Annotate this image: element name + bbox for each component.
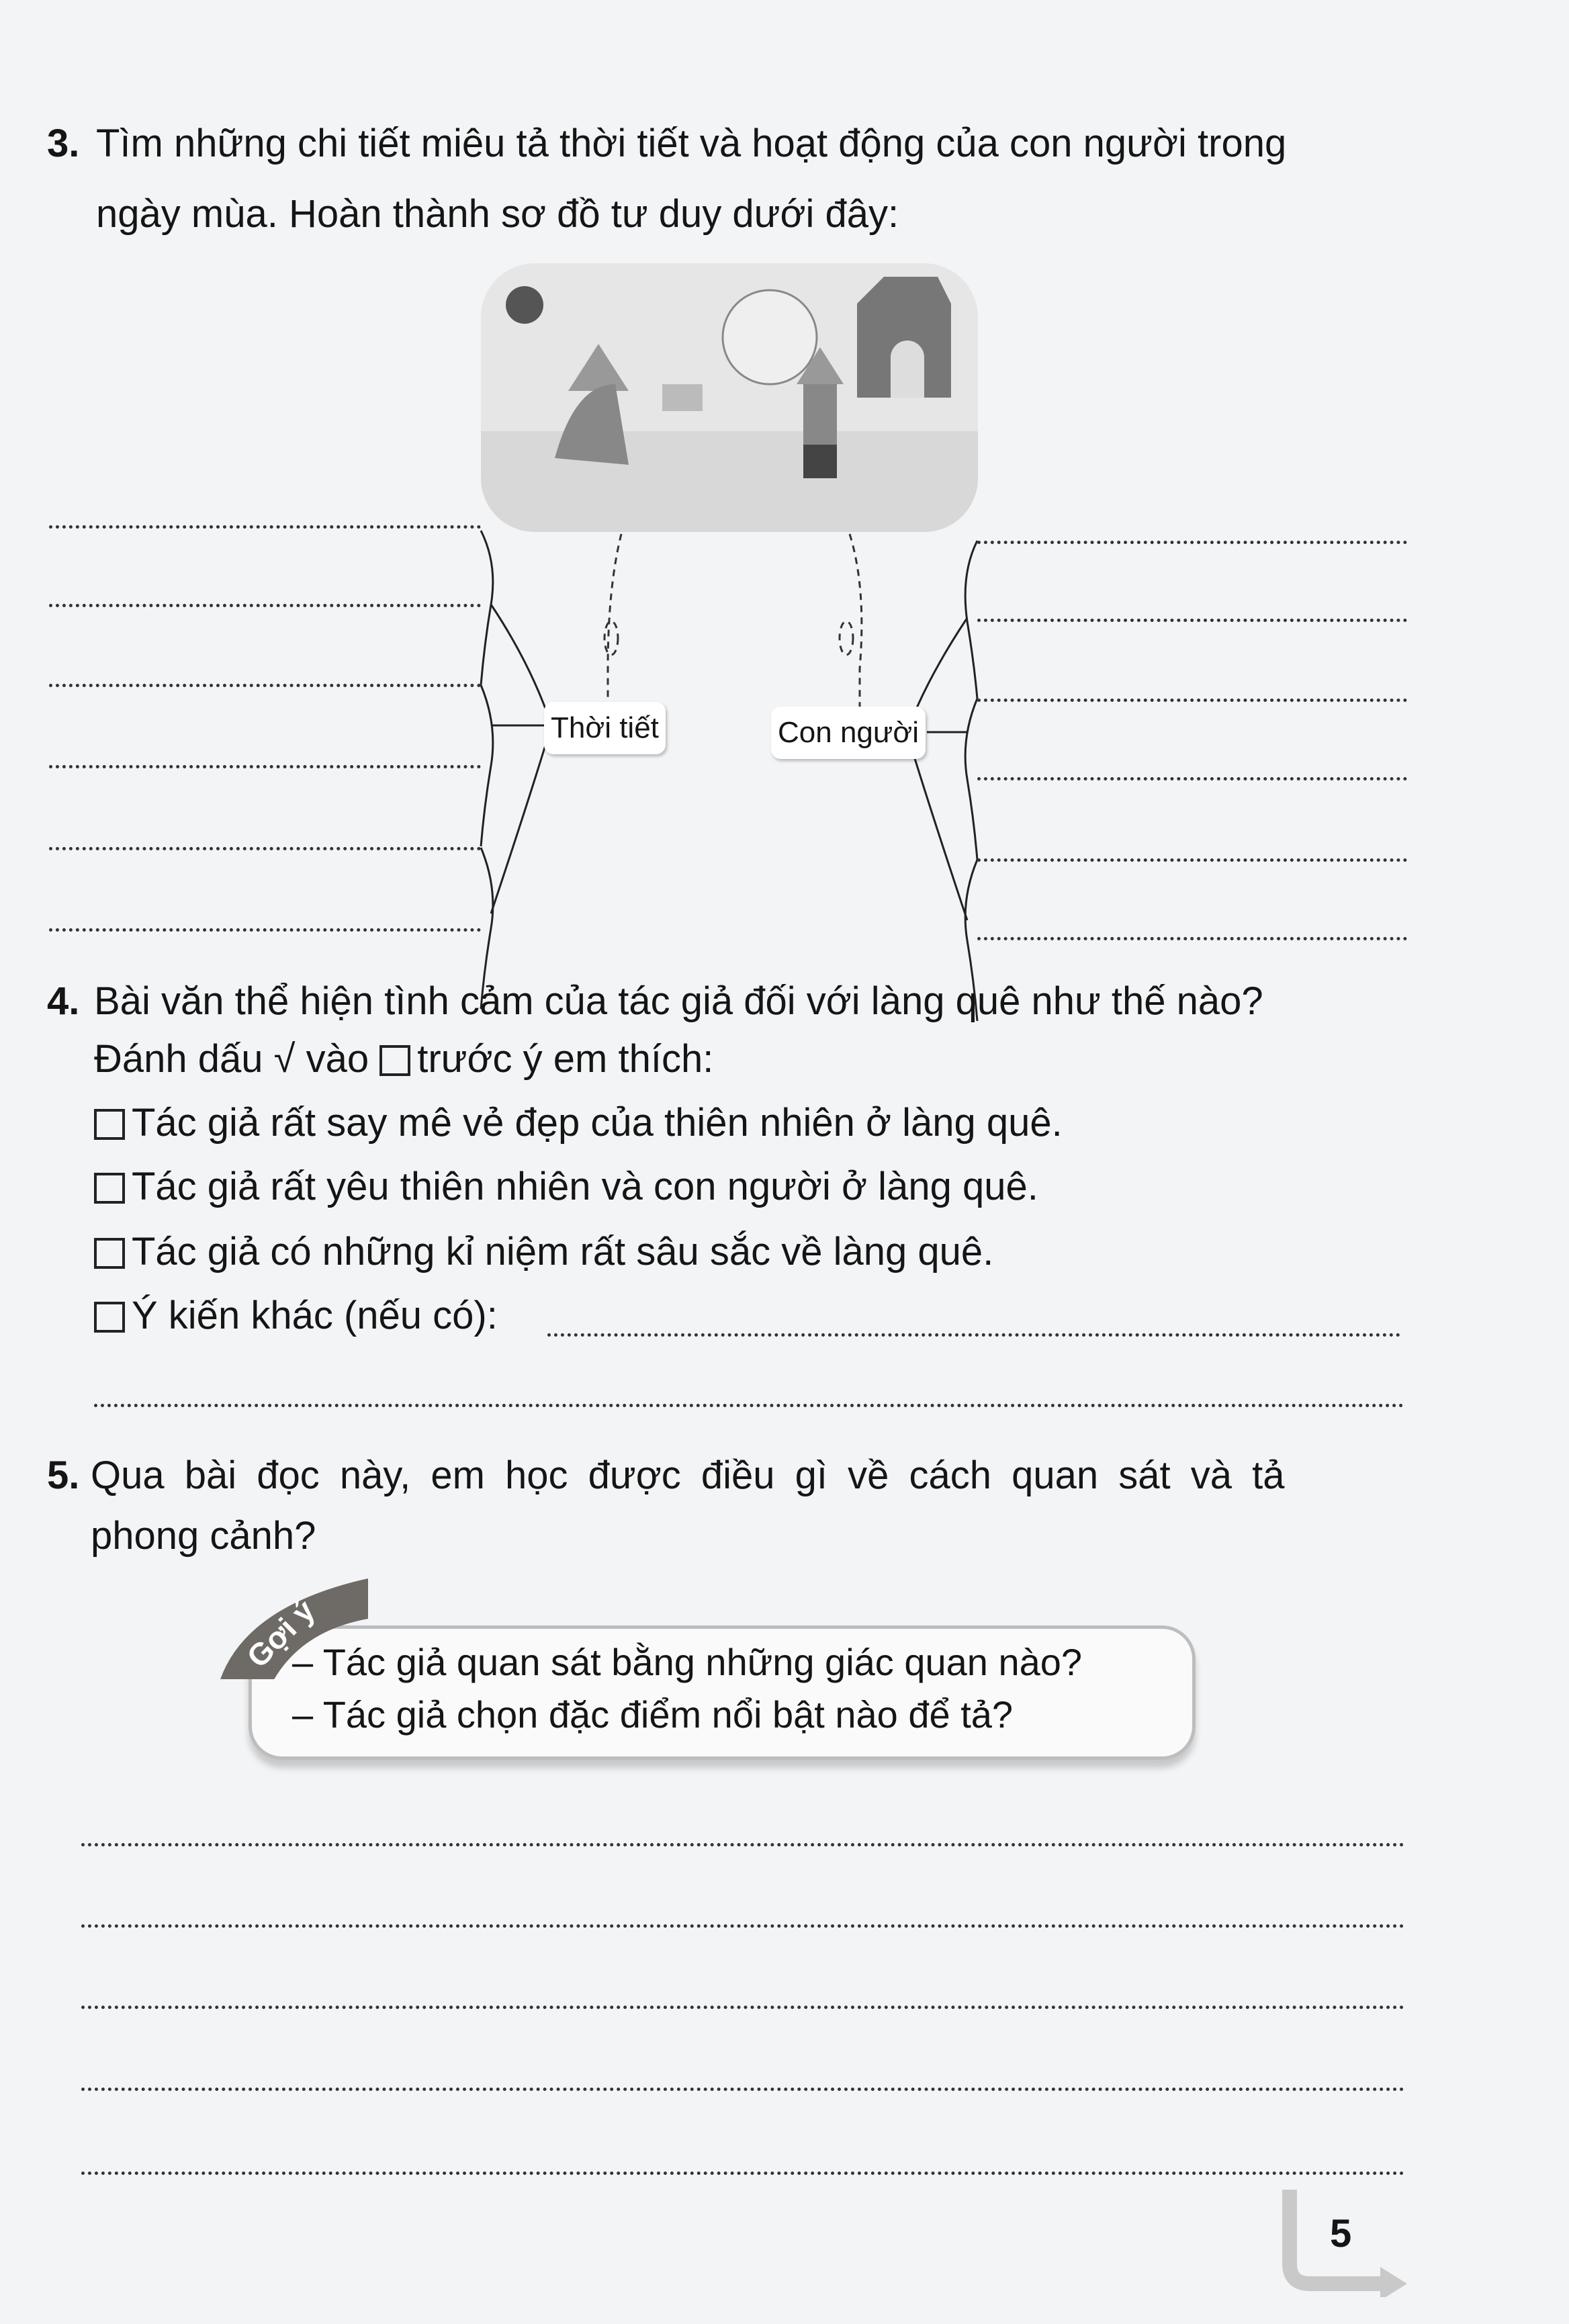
answer-line[interactable] <box>977 858 1407 862</box>
answer-line[interactable] <box>49 765 481 768</box>
instruction-part-1: Đánh dấu √ vào <box>94 1037 369 1081</box>
answer-line[interactable] <box>94 1404 1404 1407</box>
instruction-part-2: trước ý em thích: <box>417 1037 714 1081</box>
option-1[interactable] <box>94 1101 1063 1145</box>
answer-line[interactable] <box>977 619 1407 622</box>
question-3-text: Tìm những chi tiết miêu tả thời tiết và hoạt động của con người trong <box>96 122 1287 165</box>
question-4-number: 4. <box>47 979 80 1023</box>
answer-line[interactable] <box>81 1843 1404 1846</box>
question-5-text-2: phong cảnh? <box>91 1514 316 1558</box>
answer-line[interactable] <box>49 928 481 932</box>
hint-line-1: – Tác giả quan sát bằng những giác quan nào? <box>292 1641 1083 1683</box>
question-5-text: Qua bài đọc này, em học được điều gì về cách quan sát và tả <box>91 1454 1285 1497</box>
question-3-number: 3. <box>47 122 80 165</box>
answer-line[interactable] <box>977 699 1407 702</box>
question-3-text-2: ngày mùa. Hoàn thành sơ đồ tư duy dưới đây: <box>96 192 899 236</box>
question-4-text: Bài văn thể hiện tình cảm của tác giả đối với làng quê như thế nào? <box>94 979 1263 1023</box>
answer-line[interactable] <box>49 847 481 850</box>
answer-line[interactable] <box>977 541 1407 544</box>
answer-line[interactable] <box>81 2088 1404 2091</box>
node-weather: Thời tiết <box>544 702 666 754</box>
answer-line[interactable] <box>977 937 1407 940</box>
answer-line[interactable] <box>81 1924 1404 1928</box>
option-label: Tác giả rất say mê vẻ đẹp của thiên nhiên ở làng quê. <box>132 1101 1063 1145</box>
answer-line[interactable] <box>49 604 481 607</box>
node-people: Con người <box>771 707 926 759</box>
answer-line[interactable] <box>977 777 1407 780</box>
hint-line-2: – Tác giả chọn đặc điểm nổi bật nào để tả? <box>292 1693 1014 1736</box>
option-2[interactable] <box>94 1167 1038 1206</box>
answer-line[interactable] <box>49 684 481 687</box>
option-label: Tác giả rất yêu thiên nhiên và con người ở làng quê. <box>132 1165 1038 1208</box>
question-4-instruction <box>94 1037 714 1081</box>
option-label: Ý kiến khác (nếu có): <box>132 1294 498 1337</box>
checkbox[interactable] <box>94 1238 125 1269</box>
answer-line[interactable] <box>49 525 481 529</box>
hint-tag-label: Gợi ý <box>240 1593 322 1674</box>
question-5-number: 5. <box>47 1454 80 1497</box>
answer-line[interactable] <box>547 1333 1400 1337</box>
hint-tag <box>214 1578 382 1679</box>
checkbox[interactable] <box>94 1302 125 1333</box>
answer-line[interactable] <box>81 2006 1404 2009</box>
option-3[interactable] <box>94 1230 994 1273</box>
answer-line[interactable] <box>81 2172 1404 2175</box>
option-label: Tác giả có những kỉ niệm rất sâu sắc về làng quê. <box>132 1230 994 1273</box>
checkbox[interactable] <box>94 1173 125 1204</box>
page-number: 5 <box>1330 2212 1352 2255</box>
checkbox[interactable] <box>94 1109 125 1140</box>
option-4[interactable] <box>94 1296 498 1335</box>
checkbox-sample <box>379 1045 410 1076</box>
hint-box <box>249 1625 1196 1760</box>
